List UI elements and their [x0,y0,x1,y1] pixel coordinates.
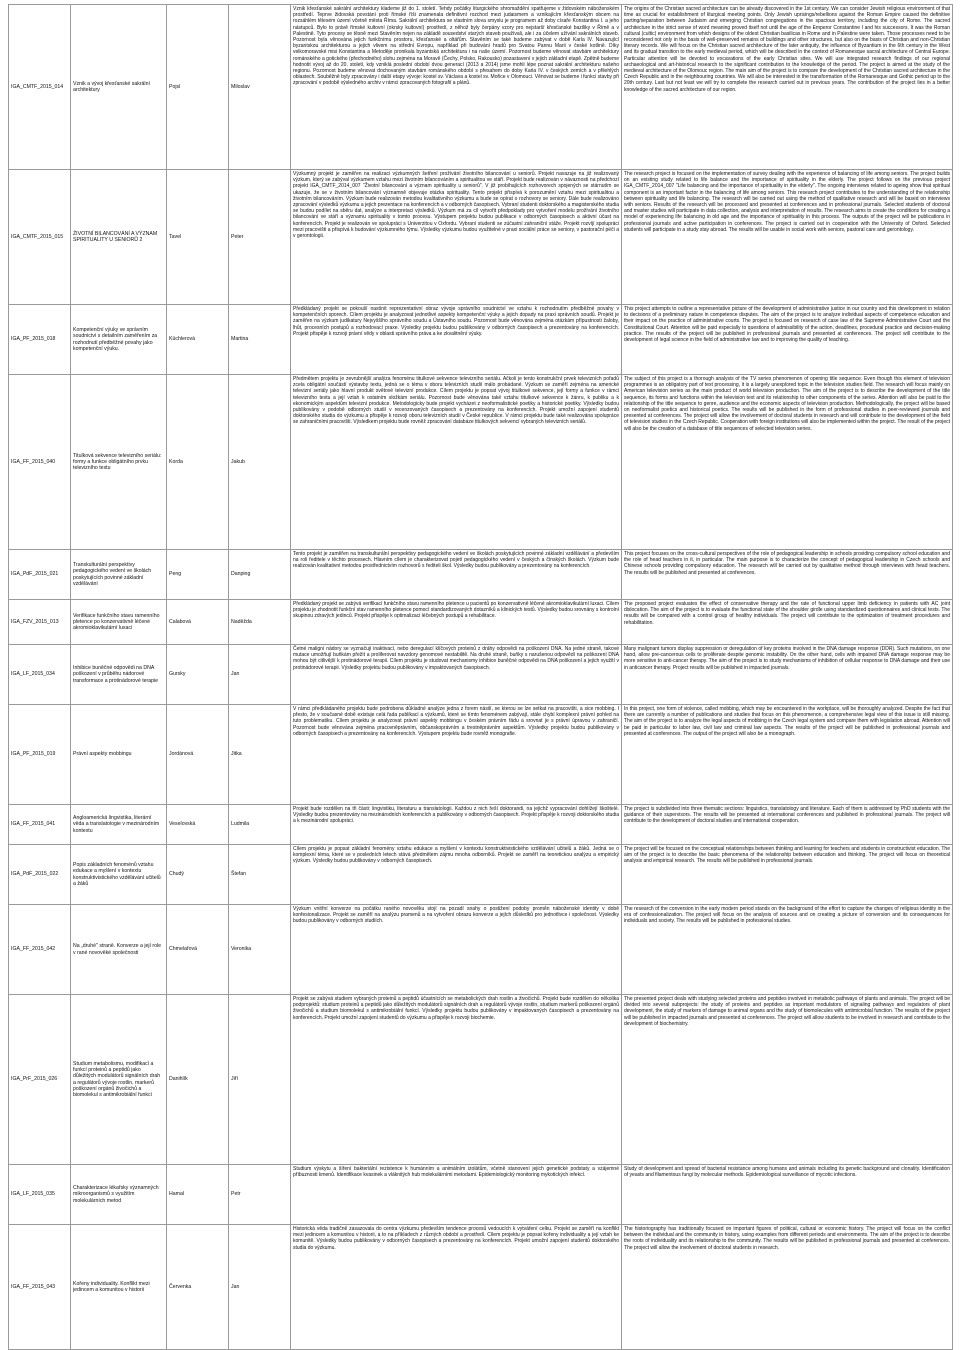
project-code: IGA_FF_2015_043 [9,1225,71,1350]
project-code: IGA_PF_2015_018 [9,305,71,375]
project-title: Titulková sekvence televizního seriálu: formy a funkce obligátního prvku televizního textu [71,375,167,550]
abstract-czech: Výzkum vnitřní konverze na počátku raného novověku stojí na pozadí snahy o postižení podoby proměn náboženské identity v době konfesionalizace. Projekt se zaměří na analýzu pramenů a na vytvoření obrazu konverze a jejích důsledků pro jednotlivce i společnost. Výsledky budou publikovány v odborných studiích. [291,905,622,995]
investigator-surname: Pojsl [167,5,229,170]
project-code: IGA_CMTF_2015_015 [9,170,71,305]
project-code: IGA_PdF_2015_021 [9,550,71,600]
investigator-surname: Tavel [167,170,229,305]
abstract-english: The project is subdivided into three thematic sections: linguistics, translatology and literature. Each of them is addressed by PhD students with the guidance of their supervisors. The results will be presented at international conferences and published in professional journals. The project will contribute to the development of doctoral studies and international cooperation. [622,805,953,845]
project-row [9,905,953,995]
project-title: Verifikace funkčního stavu ramenního pletence po konzervativně léčené akromioklavikulární luxaci [71,600,167,645]
investigator-surname: Danihlík [167,995,229,1165]
project-row [9,550,953,600]
investigator-first-name: Jan [229,1225,291,1350]
project-code: IGA_PdF_2015_022 [9,845,71,905]
project-title: Kořeny individuality. Konflikt mezi jedincem a komunitou v historii [71,1225,167,1350]
project-code: IGA_CMTF_2015_014 [9,5,71,170]
investigator-surname: Chmelařová [167,905,229,995]
abstract-english: The research of the conversion in the early modern period stands on the background of the effort to capture the changes of religious identity in the era of confessionalization. The project will focus on the analysis of sources and on creating a picture of conversion and its consequences for individuals and society. The results will be published in professional studies. [622,905,953,995]
investigator-surname: Peng [167,550,229,600]
project-row [9,705,953,805]
abstract-czech: Projekt se zabývá studiem vybraných proteinů a peptidů účastnících se metabolických drah rostlin a živočichů. Projekt bude rozdělen do několika podprojektů: studium proteinů a peptidů jako důležitých modulátorů signálních drah a regulátorů vývoje rostlin, studium markerů poškození orgánů živočichů a studium biomolekul s antimikrobiální funkcí. Výsledky projektu budou publikovány v impaktovaných časopisech a prezentovány na konferencích. Projekt umožní zapojení studentů do výzkumu a přispěje k rozvoji biochemie. [291,995,622,1165]
investigator-first-name: Jakub [229,375,291,550]
investigator-surname: Küchlerová [167,305,229,375]
abstract-czech: Historická věda tradičně zasazovala do centra výzkumu především tendence procesů vedoucích k vytváření celku. Projekt se zaměří na konflikt mezi jedincem a komunitou v historii, a to na příkladech z různých období a prostředí. Cílem projektu je popsat kořeny individuality a její vztah ke komunitě. Výsledky budou publikovány v odborných časopisech a prezentovány na konferencích. Projekt umožní zapojení studentů doktorského studia do výzkumu. [291,1225,622,1350]
project-title: Charakterizace lékařsky významných mikroorganismů s využitím molekulárních metod [71,1165,167,1225]
abstract-czech: Vznik křesťanské sakrální architektury klademe již do 1. století. Tehdy počátky liturgického shromaždění spatřujeme v židovském náboženském prostředí. Teprve židovská povstání proti římské říši znamenala definitivní rozchod mezi judaismem a vznikajícím křesťanským obcem na rozsáhlém tělesém území včetně města Říma. Sakrální architektura se vlastním slova smyslu je programem až doby císaře Konstantina I. a jeho nástupců. Bylo to právě římské kultovní (okrsky kultovní) prostředí, z něhož byly čerpány vzory pro nejstarší křesťanské baziliky v Římě a v Palestině. Tyto procesy se těsně mezi Stavěním nejen na základě sousedství starých staveb používali, ale i za účelem užívání sakrálních staveb. Pozornost byla věnována jejich funkčnímu prostoru, křesťanské a oltářům. Stavěním se také budeme zabývat v době Karla IV. Navazující byzantskou architekturou a jejich vlivem na střední Evropu, například při budování hradů pro Svatou Pannu Marii v české kotlině. Díky velkomoravské misi Konstantina a Metoděje pronikala byzantská architektura i na naše území. Pozornost budeme věnovat stavbám architektury románského a gotického (přechodného) slohu zejména na Moravě (Čechy, Polsko, Rakousko) pozastavení v jejich základní etapě. Zpětně budeme hodnotit vývoj až do 20. století, kdy vzniklá poslední období dvou generací (2013 a 2014) jsme mohli lépe poznat sakrální architekturu našeho regionu. Pozornost budeme věnovat dochovaným stavbám románského období s přesahem do doby Karla IV. v českých zemích a v přilehlých oblastech. Souběžně byly zpracovány i další etapy vývoje: kostel sv. Václava a kostel sv. Mořice v Olomouci. Věnovat se budeme i funkci stavby při zpracování v podobě výsledného archiv v rámci zpracovaných fotografií a plánů. [291,5,622,170]
abstract-czech: Tento projekt je zaměřen na transkulturální perspektivy pedagogického vedení ve školách poskytujících povinné základní vzdělávání a především na roli ředitele v těchto procesech. Hlavním cílem je charakterizovat pojetí pedagogického vedení v českých a čínských školách. Výzkum bude realizován kvalitativní metodou prostřednictvím rozhovorů s řediteli škol. Výsledky budou publikovány a prezentovány na konferencích. [291,550,622,600]
project-title: Studium metabolismu, modifikací a funkcí proteinů a peptidů jako důležitých modulátorů signálních drah a regulátorů vývoje rostlin, markerů poškození orgánů živočichů a biomolekul s antimikrobiální funkcí [71,995,167,1165]
abstract-czech: Předkládaný projekt se pokouší nastínit reprezentativní obraz vývoje správního soudnictví ve vztahu k rozhodnutím předběžné povahy v kompetenčních sporech. Cílem projektu je analyzovat jednotlivé aspekty kompetenční výuky a jejich dopady na praxi správních soudů. Projekt je zaměřen na výzkum judikatury Nejvyššího správního soudu a Ústavního soudu. Pozornost bude věnována zejména otázkám přípustnosti žaloby, lhůt, procesních postupů a rozhodovací praxe. Výsledky projektu budou publikovány v odborných časopisech a prezentovány na konferencích. Projekt přispěje k rozvoji právní vědy v oblasti správního práva a ke zkvalitnění výuky. [291,305,622,375]
abstract-english: This project focuses on the cross-cultural perspectives of the role of pedagogical leadership in schools providing compulsory school education and the role of head teachers in it, in particular. The main purpose is to characterize the concept of pedagogical leadership in Czech schools and Chinese schools providing compulsory education. The research will be carried out by qualitative method through interviews with head teachers. The results will be published and presented at conferences. [622,550,953,600]
investigator-first-name: Petr [229,1165,291,1225]
investigator-first-name: Štefan [229,845,291,905]
abstract-czech: Předkládaný projekt se zabývá verifikací funkčního stavu ramenního pletence u pacientů po konzervativně léčené akromioklavikulární luxaci. Cílem projektu je zhodnotit funkční stav ramenního pletence pomocí standardizovaných dotazníků a klinických testů. Výsledky budou srovnány s kontrolní skupinou zdravých jedinců. Projekt přispěje k optimalizaci léčebných postupů a rehabilitace. [291,600,622,645]
abstract-english: Study of development and spread of bacterial resistance among humans and animals including its genetic background and clonality. Identification of yeasts and filamentous fungi by molecular methods. Epidemiological surveillance of mycotic infections. [622,1165,953,1225]
abstract-czech: Cílem projektu je popsat základní fenomény vztahu edukace a myšlení v kontextu konstruktivistického vzdělávání učitelů a žáků. Jedná se o komplexní téma, které se v posledních letech stává předmětem zájmu mnoha odborníků. Projekt se zaměří na teoretickou analýzu a empirický výzkum. Výsledky budou publikovány v odborných časopisech. [291,845,622,905]
investigator-first-name: Danping [229,550,291,600]
abstract-english: The proposed project evaluates the effect of conservative therapy and the rate of functional upper limb deficiency in patients with AC joint dislocation. The aim of the project is to evaluate the functional state of the shoulder girdle using standardized questionnaires and clinical tests. The results will be compared with a control group of healthy individuals. The project will contribute to the optimization of treatment procedures and rehabilitation. [622,600,953,645]
project-code: IGA_FF_2015_042 [9,905,71,995]
project-title: Právní aspekty mobbingu [71,705,167,805]
abstract-english: The presented project deals with studying selected proteins and peptides involved in metabolic pathways of plants and animals. The project will be divided into several subprojects: the study of proteins and peptides as important modulators of signaling pathways and regulators of plant development, the study of markers of damage to animal organs and the study of biomolecules with antimicrobial function. The results of the project will be published in impacted journals and presented at conferences. The project will allow students to be involved in research and contribute to the development of biochemistry. [622,995,953,1165]
abstract-english: The historiography has traditionally focused on important figures of political, cultural or economic history. The project will focus on the conflict between the individual and the community in history, using examples from different periods and environments. The aim of the project is to describe the roots of individuality and its relationship to the community. The results will be published in professional journals and presented at conferences. The project will allow the involvement of doctoral students in research. [622,1225,953,1350]
investigator-surname: Jordánová [167,705,229,805]
abstract-czech: Studium výskytu a šíření bakteriální rezistence k humánním a animálním izolátům, včetně stanovení jejich genetické podstaty a vzájemné příbuznosti kmenů. Identifikace kvasinek a vláknitých hub molekulárními metodami. Epidemiologický monitoring mykotických infekcí. [291,1165,622,1225]
project-code: IGA_LF_2015_035 [9,1165,71,1225]
project-row [9,645,953,705]
abstract-english: This project attempts to outline a representative picture of the development of administrative justice in our country and this development in relation to decisions of a preliminary nature in competence disputes. The aim of the project is to analyze individual aspects of competence education and their impact on the practice of administrative courts. The project is focused on research of case law of the Supreme Administrative Court and the Constitutional Court. Attention will be paid especially to questions of admissibility of the action, deadlines, procedural practice and decision-making practice. The results of the project will be published in professional journals and presented at conferences. The project will contribute to the development of legal science in the field of administrative law and to improving the quality of teaching. [622,305,953,375]
project-row [9,1225,953,1350]
project-title: Kompetenční výuky ve správním soudnictví s detailním zaměřením za rozhodnutí předběžné povahy jako kompetenční výuku. [71,305,167,375]
project-code: IGA_LF_2015_034 [9,645,71,705]
project-row [9,995,953,1165]
projects-table [8,4,953,1350]
project-row [9,305,953,375]
project-title: Inhibice buněčné odpovědi na DNA poškození v průběhu nádorové transformace a protinádorové terapie [71,645,167,705]
abstract-czech: Předmětem projektu je zevrubnější analýza fenoménu titulkové sekvence televizního seriálu. Ačkoli je tento konstrukční prvek televizních pořadů zcela obligátní součástí výstavby textu, jedná se o téma v oboru televizních studií málo probádané. Výzkum se zaměří zejména na americké televizní seriály jako hlavní produkt světové televizní produkce. Cílem projektu je popsat vývoj titulkové sekvence, její formy a funkce v rámci televizního textu a její vztah k ostatním složkám seriálu. Pozornost bude věnována také vztahu titulkové sekvence k žánru, k publiku a k ekonomickým aspektům televizní produkce. Metodologicky bude projekt vycházet z neoformalistické poetiky a historické poetiky. Výsledky budou publikovány v podobě odborných studií v recenzovaných časopisech a prezentovány na konferencích. Projekt umožní zapojení studentů doktorského studia do výzkumu a přispěje k rozvoji oboru televizních studií v České republice. V rámci projektu bude také realizována spolupráce se zahraničními pracovišti. Výsledkem projektu bude rovněž zpracování databáze titulkových sekvencí vybraných televizních seriálů. [291,375,622,550]
investigator-surname: Hamal [167,1165,229,1225]
project-code: IGA_FF_2015_040 [9,375,71,550]
investigator-surname: Calabová [167,600,229,645]
investigator-surname: Korda [167,375,229,550]
project-row [9,5,953,170]
investigator-first-name: Peter [229,170,291,305]
abstract-english: Many malignant tumors display suppression or deregulation of key proteins involved in the DNA damage response (DDR). Such mutations, on one hand, allow pre-cancerous cells to proliferate despite genomic instability. On the other hand, cells with impaired DNA damage response may be more sensitive to anti-cancer therapy. The aim of the project is to study mechanisms of inhibition of cellular response to DNA damage and their use in anticancer therapy. Project results will be published in impacted journals. [622,645,953,705]
investigator-first-name: Miloslav [229,5,291,170]
project-title: Popis základních fenoménů vztahu edukace a myšlení v kontextu konstruktivistického vzdělávání učitelů a žáků [71,845,167,905]
investigator-first-name: Jitka [229,705,291,805]
project-row [9,600,953,645]
investigator-surname: Červenka [167,1225,229,1350]
abstract-czech: V rámci předkládaného projektu bude podrobena důkladné analýze jedna z forem násilí, se kterou se lze setkat na pracovišti, a sice mobbing. I přesto, že v současné době existuje celá řada publikací a výzkumů, které se tímto fenoménem zabývají, stále chybí komplexní právní pohled na tuto problematiku. Cílem projektu je analyzovat právní aspekty mobbingu v českém právním řádu a srovnat je s právní úpravou v zahraničí. Pozornost bude věnována zejména pracovněprávním, občanskoprávním a trestněprávním aspektům. Výsledky projektu budou publikovány v odborných časopisech a prezentovány na konferencích. Výstupem projektu bude rovněž monografie. [291,705,622,805]
investigator-first-name: Jan [229,645,291,705]
project-title: Na „druhé" straně. Konverze a její role v rané novověké společnosti [71,905,167,995]
project-row [9,845,953,905]
abstract-english: The research project is focused on the implementation of survey dealing with the experience of balancing of life among seniors. The project builds on an existing study related to life balance and the importance of spirituality in the elderly. The project follows on the previous project IGA_CMTF_2014_007 "Life balancing and the importance of spirituality in the elderly". The ongoing interviews related to ageing show that spiritual component is an important factor in the balancing of life among seniors. This research project contributes to the understanding of the relationship between spirituality and life balancing. The research will be carried out using the method of qualitative research and will be based on interviews with seniors. Results of the research will be processed and presented at conferences and in professional journals. Selected students of doctoral and master studies will participate in data collection, analysis and interpretation of results. The research aims to create the conditions for creating a model of experiencing life balancing in old age and the importance of spirituality in this process. The outputs of the project will be publications in professional journals and active participation in conferences. The project is carried out in cooperation with the University of Oxford. Selected students will participate in a study stay abroad. The results will be usable in social work with seniors, pastoral care and gerontology. [622,170,953,305]
investigator-first-name: Jiří [229,995,291,1165]
abstract-czech: Projekt bude rozdělen na tři části: lingvistiku, literaturu a translatologii. Každou z nich řeší doktorandi, na jejichž vypracování dohlížejí školitelé. Výsledky budou prezentovány na mezinárodních konferencích a publikovány v odborných časopisech. Projekt přispěje k rozvoji doktorského studia a k mezinárodní spolupráci. [291,805,622,845]
project-code: IGA_PrF_2015_026 [9,995,71,1165]
project-row [9,805,953,845]
investigator-surname: Veselovská [167,805,229,845]
abstract-english: The origins of the Christian sacred architecture can be already discovered in the 1st century. We can consider Jewish religious environment of that time as crucial for establishment of liturgical meeting points. Only Jewish uprisings/rebellions against the Roman Empire caused the definitive parting/separation between Judaism and emerging Christian congregations in the spacious territory, including the city of Rome. The sacred architecture in the strict sense of word meaning proved itself not until the age of the Emperor Constantine I and his successors. It was the Roman cultural (cultic) environment from which designs of the oldest Christian basilicas in Rome and in Palestine were taken. Those processes need to be reconsidered not only in the basis of well-preserved remains of buildings and other structures, but also on the basis of Christian and non-Christian literary records. We will focus on the Christian sacred architecture of the later antiquity, the influence of Byzantium in the 6th century in the West and its gradual transition to the early medieval period, which will be described in the context of Romanesque sacral architecture of Central Europe. Particular attention will be devoted to excavations of the early Christian sites. We will use integrated research findings of our regional archaeological and art-historical research to the significant contribution to the knowledge of the period. The project is aimed at the study of the medieval architecture of the Olomouc region. The main aim of the project is to compare the development of the Christian sacred architecture in the Czech Republic and in the neighbouring countries. We will also be interested in the transformation of the Romanesque and Gothic period up to the 20th century. Last but not least we will try to complete the research carried out in previous years. The contribution of the project lies in a better knowledge of the sacred architecture of our region. [622,5,953,170]
investigator-first-name: Ludmila [229,805,291,845]
project-title: ŽIVOTNÍ BILANCOVÁNÍ A VÝZNAM SPIRITUALITY U SENIORŮ 2 [71,170,167,305]
project-title: Vznik a vývoj křesťanské sakrální architektury [71,5,167,170]
investigator-first-name: Veronika [229,905,291,995]
investigator-surname: Gursky [167,645,229,705]
project-title: Angloamerická lingvistika, literární věda a translatologie v mezinárodním kontextu [71,805,167,845]
project-row [9,375,953,550]
project-code: IGA_FF_2015_041 [9,805,71,845]
investigator-surname: Chudý [167,845,229,905]
abstract-czech: Výzkumný projekt je zaměřen na realizaci výzkumných šetření prožívání životního bilancování u seniorů. Projekt navazuje na již realizovaný výzkum, který se zabýval výzkumem vztahu mezi životním bilancováním a spiritualitou ve stáří. Projekt bude realizován v návaznosti na předchozí projekt IGA_CMTF_2014_007 "Životní bilancování a význam spirituality u seniorů". V již probíhajících rozhovorech spojených se stárnutím se ukazuje, že se v životním bilancování významně objevuje otázka spirituality. Tento projekt přispívá k porozumění vztahu mezi spiritualitou a životním bilancováním. Výzkum bude realizován metodou kvalitativního výzkumu a bude se opírat o rozhovory se seniory. Dále bude realizováno zpracování výsledků výzkumu a jejich prezentace na konferencích a v odborných časopisech. Vybraní studenti doktorského a magisterského studia se budou podílet na sběru dat, analýze a interpretaci výsledků. Výzkum má za cíl vytvořit předpoklady pro vytvoření modelu prožívání životního bilancování ve stáří a významu spirituality v tomto procesu. Výstupem projektu budou publikace v odborných časopisech a aktivní účast na konferencích. Projekt je realizován ve spolupráci s Univerzitou v Oxfordu. Vybraní studenti se zúčastní zahraniční stáže. Projekt rozvíjí spolupráci mezi pracovišti a přispívá k budování výzkumného týmu. Výsledky výzkumu budou využitelné v praxi sociální práce se seniory, v pastorační péči a v gerontologii. [291,170,622,305]
abstract-english: In this project, one form of violence, called mobbing, which may be encountered in the workplace, will be thoroughly analyzed. Despite the fact that there are currently a number of publications and studies that focus on this phenomenon, a comprehensive legal view of this issue is still missing. The aim of the project is to analyze the legal aspects of mobbing in the Czech legal system and compare them with legislation abroad. Attention will be paid in particular to labor law, civil law and criminal law aspects. The results of the project will be published in professional journals and presented at conferences. The output of the project will also be a monograph. [622,705,953,805]
projects-table-body [9,5,953,1350]
project-code: IGA_FZV_2015_013 [9,600,71,645]
project-title: Transkulturální perspektivy pedagogického vedení ve školách poskytujících povinné základní vzdělávání [71,550,167,600]
abstract-english: The project will be focused on the conceptual relationships between thinking and learning for teachers and students in constructivist education. The aim of the project is to describe the basic phenomena of the relationship between education and thinking. The project will focus on theoretical analysis and empirical research. The results will be published in professional journals. [622,845,953,905]
abstract-english: The subject of this project is a thorough analysis of the TV series phenomenon of opening title sequence. Even though this element of television programmes is an obligatory part of text processing, it is a largely unexplored topic in the television studies field. The research will focus mainly on American television series as the main product of world television production. The aim of the project is to describe the development of the title sequence, its forms and functions within the television text and its relationship to other components of the series. Attention will also be paid to the relationship of the title sequence to genre, audience and the economic aspects of television production. Methodologically, the project will be based on neoformalist poetics and historical poetics. The results will be published in the form of professional studies in peer-reviewed journals and presented at conferences. The project will allow the involvement of doctoral students in research and will contribute to the development of the field of television studies in the Czech Republic. Cooperation with foreign institutions will also be implemented within the project. The result of the project will also be the creation of a database of title sequences of selected television series. [622,375,953,550]
project-row [9,1165,953,1225]
abstract-czech: Četné maligní nádory se vyznačují inaktivací, nebo deregulací klíčových proteinů z dráhy odpovědi na poškození DNA. Na jedné straně, takové mutace umožňují buňkám přežít a proliferovat navzdory genomové nestabilitě. Na druhé straně, buňky s narušenou odpovědí na poškození DNA mohou být citlivější k protinádorové terapii. Cílem projektu je studovat mechanismy inhibice buněčné odpovědi na DNA poškození a jejich využití v protinádorové terapii. Výsledky projektu budou publikovány v impaktovaných časopisech. [291,645,622,705]
project-row [9,170,953,305]
project-code: IGA_PF_2015_019 [9,705,71,805]
investigator-first-name: Martina [229,305,291,375]
investigator-first-name: Naděžda [229,600,291,645]
